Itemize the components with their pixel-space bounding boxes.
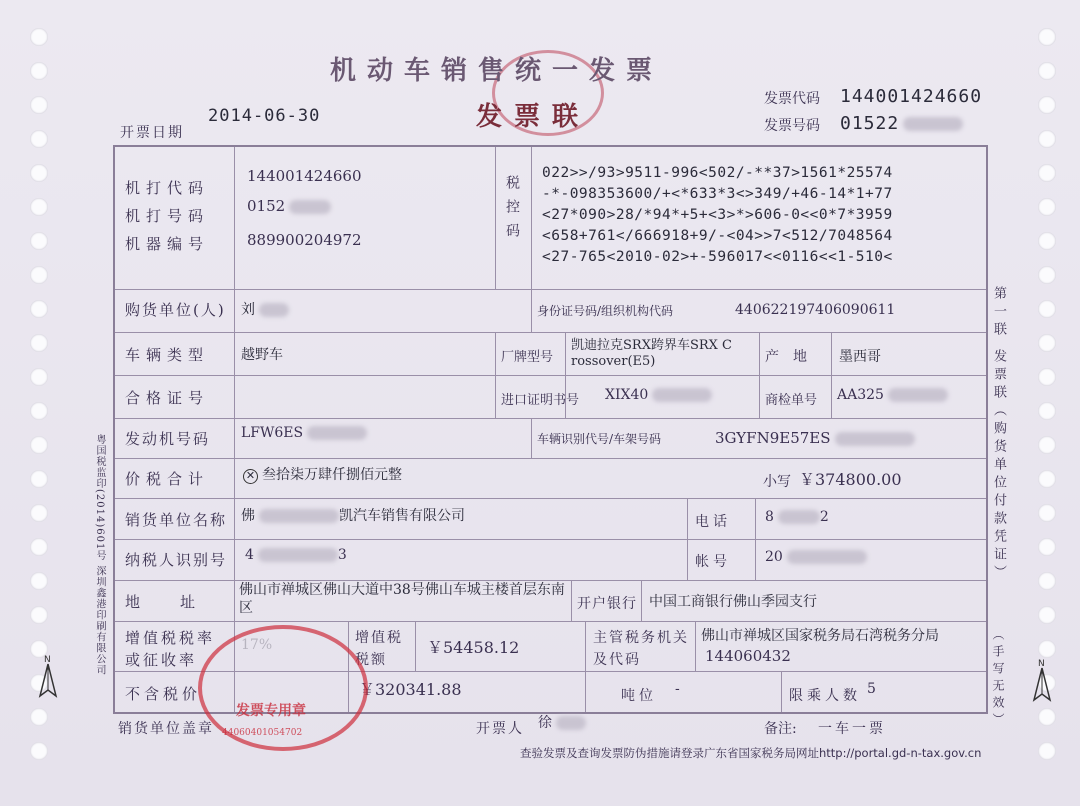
- import-no: XIX40: [605, 387, 712, 403]
- price-lower: ￥374800.00: [799, 470, 902, 489]
- machine-code-label: 机打代码: [125, 179, 210, 197]
- machine-device: 889900204972: [247, 231, 362, 249]
- perforation-hole: [30, 708, 48, 726]
- invoice-no-label: 发票号码: [764, 118, 820, 134]
- seller-name-label: 销货单位名称: [125, 511, 228, 529]
- inspect-no: AA325: [837, 387, 948, 403]
- perforation-hole: [1038, 266, 1056, 284]
- perforation-hole: [1038, 436, 1056, 454]
- perforation-hole: [30, 504, 48, 522]
- price-lower-label: 小写: [763, 474, 791, 490]
- perforation-hole: [1038, 62, 1056, 80]
- invoice-subtitle: 发票联: [476, 102, 591, 132]
- seller-bank: 中国工商银行佛山季园支行: [649, 594, 817, 610]
- vehicle-type: 越野车: [241, 347, 283, 363]
- perforation-hole: [30, 402, 48, 420]
- perforation-hole: [1038, 96, 1056, 114]
- svg-text:N: N: [1038, 659, 1045, 669]
- invoice-title: 机动车销售统一发票: [330, 56, 664, 86]
- buyer-id-label: 身份证号码/组织机构代码: [537, 304, 674, 318]
- tax-control-code: 022>>/93>9511-996<502/-**37>1561*25574 -*-098353600/+<*633*3<>349/+46-14*1+77 <27*090>28/*94*+5+<3>*>606-0<<0*7*3959 <658+761</666918+9/-<04>>7<512/7048564 <27-765<2010-02>+-596017<<0116<<1-510<: [542, 165, 893, 265]
- seats: 5: [867, 681, 876, 697]
- compass-icon: [32, 652, 64, 706]
- vat-rate-label: 增值税税率或征收率: [125, 629, 216, 669]
- compass-icon-right: [1026, 656, 1058, 710]
- copy-label: 第一联 发票联（购货单位付款凭证）: [991, 286, 1006, 584]
- machine-device-label: 机器编号: [125, 235, 210, 253]
- machine-code: 144001424660: [247, 167, 362, 185]
- note: 一车一票: [818, 721, 886, 737]
- perforation-hole: [1038, 708, 1056, 726]
- machine-no-label: 机打号码: [125, 207, 210, 225]
- notax-price: ￥320341.88: [359, 680, 462, 699]
- perforation-hole: [1038, 402, 1056, 420]
- note-label: 备注:: [764, 721, 797, 737]
- tax-control-label: 税控码: [504, 175, 520, 247]
- perforation-hole: [30, 470, 48, 488]
- vehicle-model: 凯迪拉克SRX跨界车SRX C rossover(E5): [571, 338, 732, 369]
- notax-label: 不含税价: [125, 685, 202, 703]
- perforation-hole: [30, 198, 48, 216]
- buyer-label: 购货单位(人): [125, 301, 226, 319]
- verification-url: 查验发票及查询发票防伪措施请登录广东省国家税务局网址http://portal.gd-n-tax.gov.cn: [520, 746, 982, 760]
- issuer-name: 徐: [538, 712, 586, 732]
- vat-rate: 17%: [241, 637, 273, 653]
- invoice-date: 2014-06-30: [208, 106, 321, 126]
- seats-label: 限乘人数: [789, 688, 861, 704]
- perforation-hole: [1038, 470, 1056, 488]
- perforation-hole: [1038, 606, 1056, 624]
- perforation-hole: [30, 606, 48, 624]
- authority-code: 144060432: [705, 647, 791, 665]
- machine-no: 0152: [247, 197, 331, 215]
- perforation-hole: [30, 62, 48, 80]
- buyer-name: 刘: [241, 299, 289, 319]
- perforation-hole: [30, 300, 48, 318]
- vehicle-type-label: 车辆类型: [125, 346, 210, 364]
- seller-address: 佛山市禅城区佛山大道中38号佛山车城主楼首层东南区: [239, 582, 565, 616]
- tonnage-label: 吨位: [621, 688, 657, 704]
- perforation-hole: [30, 436, 48, 454]
- invoice-table: [113, 145, 988, 714]
- vat-amount-label: 增值税税额: [355, 630, 403, 668]
- perforation-hole: [30, 96, 48, 114]
- origin-label: 产地: [765, 349, 821, 365]
- perforation-hole: [30, 538, 48, 556]
- invoice-code-label: 发票代码: [764, 91, 820, 107]
- svg-text:N: N: [44, 655, 51, 665]
- perforation-hole: [30, 742, 48, 760]
- phone-label: 电话: [695, 514, 731, 530]
- perforation-hole: [1038, 368, 1056, 386]
- address-label: 地址: [125, 593, 236, 611]
- perforation-hole: [1038, 198, 1056, 216]
- vehicle-origin: 墨西哥: [839, 349, 881, 365]
- seller-account: 20: [765, 549, 867, 565]
- model-label: 厂牌型号: [501, 350, 554, 365]
- price-upper: ✕ 叁拾柒万肆仟捌佰元整: [243, 464, 402, 484]
- invoice-code: 144001424660: [840, 86, 983, 107]
- vin-label: 车辆识别代号/车架号码: [537, 432, 662, 446]
- issuer-label: 开票人: [476, 721, 524, 737]
- cross-icon: ✕: [243, 469, 258, 484]
- perforation-hole: [30, 28, 48, 46]
- tonnage: -: [675, 681, 680, 697]
- seal-text: 发票专用章: [236, 703, 306, 719]
- cert-label: 合格证号: [125, 389, 210, 407]
- perforation-hole: [1038, 538, 1056, 556]
- perforation-hole: [1038, 164, 1056, 182]
- perforation-hole: [1038, 232, 1056, 250]
- invoice-no: 01522: [840, 113, 963, 134]
- seller-seal-label: 销货单位盖章: [118, 721, 214, 737]
- perforation-hole: [30, 368, 48, 386]
- perforation-hole: [30, 572, 48, 590]
- printer-note: 粤国税监印(2014)601号 深圳鑫港印刷有限公司: [94, 434, 105, 676]
- perforation-hole: [1038, 334, 1056, 352]
- import-label: 进口证明书号: [501, 393, 580, 408]
- engine-no: LFW6ES: [241, 425, 367, 441]
- perforation-hole: [30, 334, 48, 352]
- price-label: 价税合计: [125, 470, 210, 488]
- taxid-label: 纳税人识别号: [125, 551, 228, 569]
- bank-label: 开户银行: [577, 596, 637, 612]
- seal-code: 44060401054702: [222, 728, 303, 738]
- perforation-hole: [1038, 504, 1056, 522]
- seller-taxid: 4 3: [245, 547, 347, 563]
- vat-amount: ￥54458.12: [427, 638, 520, 657]
- perforation-hole: [1038, 28, 1056, 46]
- date-label: 开票日期: [120, 125, 184, 141]
- engine-label: 发动机号码: [125, 430, 211, 448]
- perforation-hole: [30, 130, 48, 148]
- perforation-hole: [1038, 300, 1056, 318]
- authority-label: 主管税务机关及代码: [593, 630, 689, 668]
- perforation-hole: [30, 164, 48, 182]
- seller-name: 佛 凯汽车销售有限公司: [241, 508, 465, 524]
- perforation-hole: [30, 232, 48, 250]
- perforation-hole: [1038, 130, 1056, 148]
- seller-phone: 8 2: [765, 509, 829, 525]
- buyer-id: 440622197406090611: [735, 302, 896, 318]
- handwritten-note: （手写无效）: [991, 628, 1005, 730]
- account-label: 帐号: [695, 554, 731, 570]
- inspect-label: 商检单号: [765, 393, 818, 408]
- perforation-hole: [1038, 572, 1056, 590]
- perforation-hole: [30, 266, 48, 284]
- vin: 3GYFN9E57ES: [715, 429, 915, 447]
- perforation-hole: [1038, 742, 1056, 760]
- authority-name: 佛山市禅城区国家税务局石湾税务分局: [701, 628, 939, 644]
